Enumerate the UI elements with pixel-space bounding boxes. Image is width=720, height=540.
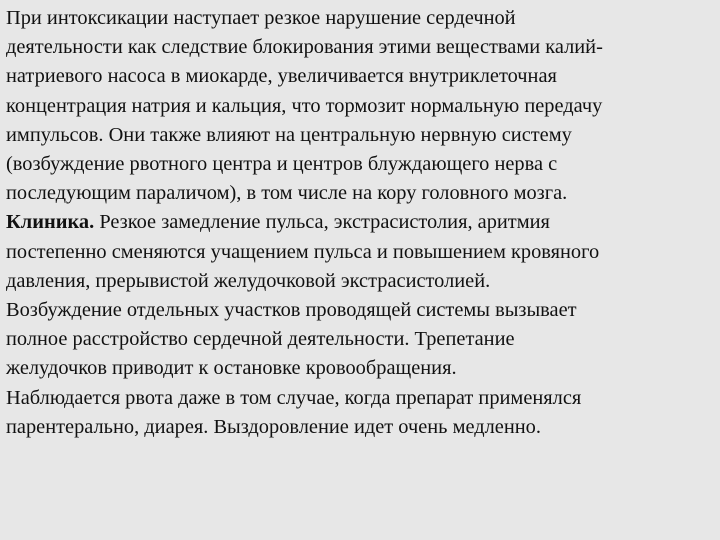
document-text bbox=[6, 4, 718, 442]
text-line-6: (возбуждение рвотного центра и центров блуждающего нерва с bbox=[6, 153, 558, 176]
clinic-text-line-3: Возбуждение отдельных участков проводящей системы вызывает bbox=[6, 299, 577, 322]
clinic-text-line-1: постепенно сменяются учащением пульса и повышением кровяного bbox=[6, 240, 600, 263]
clinic-text-line-6: Наблюдается рвота даже в том случае, когда препарат применялся bbox=[6, 386, 582, 409]
clinic-text-line-2: давления, прерывистой желудочковой экстрасистолией. bbox=[6, 269, 491, 292]
clinic-text-line-4: полное расстройство сердечной деятельности. Трепетание bbox=[6, 328, 515, 351]
clinic-text-line-7: парентерально, диарея. Выздоровление идет очень медленно. bbox=[6, 415, 541, 438]
text-line-5: импульсов. Они также влияют на центральную нервную систему bbox=[6, 123, 572, 146]
text-line-4: концентрация натрия и кальция, что тормозит нормальную передачу bbox=[6, 94, 603, 117]
text-line-3: натриевого насоса в миокарде, увеличивается внутриклеточная bbox=[6, 65, 557, 88]
text-line-7: последующим параличом), в том числе на кору головного мозга. bbox=[6, 182, 568, 205]
text-line-2: деятельности как следствие блокирования этими веществами калий- bbox=[6, 36, 603, 59]
clinic-line bbox=[6, 208, 718, 237]
text-line-1: При интоксикации наступает резкое нарушение сердечной bbox=[6, 7, 516, 29]
clinic-text-line-5: желудочков приводит к остановке кровообращения. bbox=[6, 357, 457, 380]
clinic-label: Клиника. bbox=[6, 211, 95, 234]
clinic-first-line-text: Резкое замедление пульса, экстрасистолия, аритмия bbox=[94, 211, 550, 234]
